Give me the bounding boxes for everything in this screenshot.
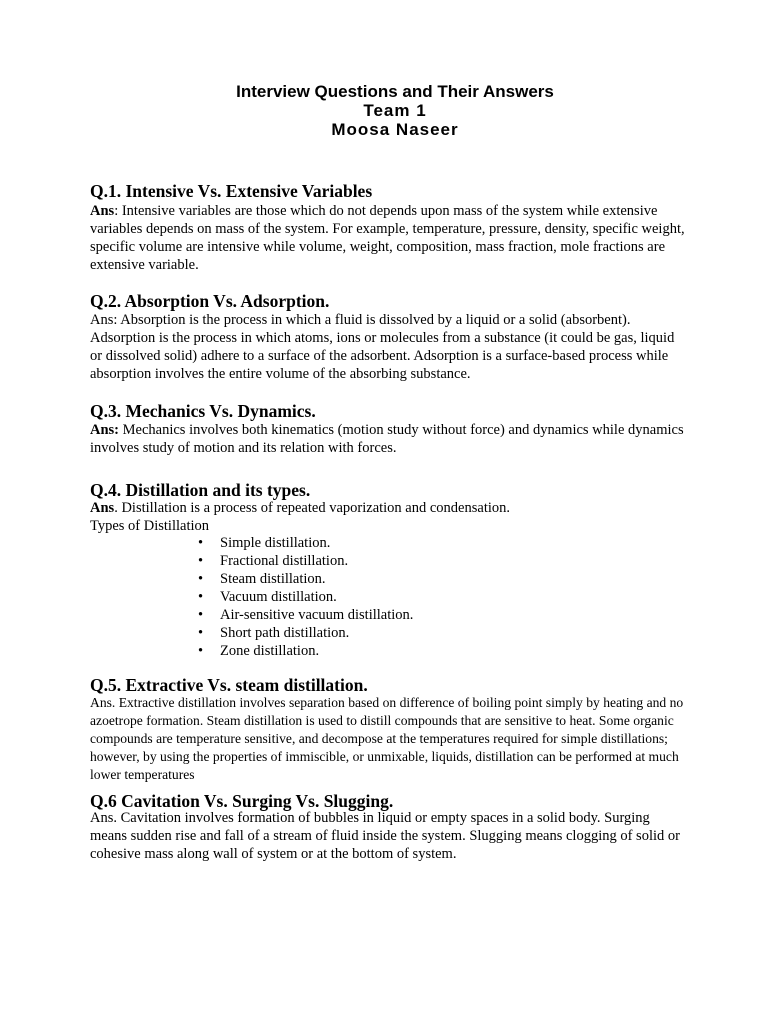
question-1-title: Q.1. Intensive Vs. Extensive Variables: [90, 181, 373, 201]
list-item: • Zone distillation.: [198, 642, 413, 660]
answer-4: [90, 499, 510, 517]
distillation-types-label: Types of Distillation: [90, 518, 210, 534]
team-label: Team 1: [363, 101, 427, 120]
question-3-title: Q.3. Mechanics Vs. Dynamics.: [90, 401, 316, 421]
answer-5-text: Ans. Extractive distillation involves separation based on difference of boiling point simply by heating and no azoetrope formation. Steam distillation is used to distill compounds that are sensitive to heat. Some organic compounds are temperature sensitive, and decompose at the temperatures required for simple distillations; however, by using the properties of immiscible, or unmixable, liquids, distillation can be performed at much lower temperatures: [90, 695, 684, 782]
document-header: [0, 82, 768, 139]
question-6-title: Q.6 Cavitation Vs. Surging Vs. Slugging.: [90, 791, 394, 811]
answer-4-text: . Distillation is a process of repeated vaporization and condensation.: [114, 500, 510, 516]
question-5-title: Q.5. Extractive Vs. steam distillation.: [90, 675, 368, 695]
answer-1-text: : Intensive variables are those which do not depends upon mass of the system while extensive variables depends on mass of the system. For example, temperature, pressure, density, specific weight, specific volume are intensive while volume, weight, composition, mass fraction, mole fractions are extensive variable.: [90, 203, 685, 273]
answer-2-text: Ans: Absorption is the process in which a fluid is dissolved by a liquid or a solid (absorbent). Adsorption is the process in which atoms, ions or molecules from a substance (it could be gas, liquid or dissolved solid) adhere to a surface of the adsorbent. Adsorption is a surface-based process while absorption involves the entire volume of the absorbing substance.: [90, 312, 675, 382]
list-item: • Simple distillation.: [198, 534, 413, 552]
answer-1: [90, 202, 690, 274]
document-title: Interview Questions and Their Answers: [236, 82, 554, 101]
answer-6-text: Ans. Cavitation involves formation of bubbles in liquid or empty spaces in a solid body. Surging means sudden rise and fall of a stream of fluid inside the system. Slugging means clogging of solid or cohesive mass along wall of system or at the bottom of system.: [90, 810, 680, 862]
question-2-title: Q.2. Absorption Vs. Adsorption.: [90, 291, 330, 311]
distillation-types-list: [198, 534, 413, 660]
answer-4-label: Ans: [90, 500, 115, 516]
list-item: • Steam distillation.: [198, 570, 413, 588]
answer-3: [90, 421, 690, 457]
list-item: • Air-sensitive vacuum distillation.: [198, 606, 413, 624]
answer-3-text: Mechanics involves both kinematics (motion study without force) and dynamics while dynamics involves study of motion and its relation with forces.: [90, 422, 684, 456]
author-name: Moosa Naseer: [331, 120, 459, 139]
answer-1-label: Ans: [90, 203, 115, 219]
list-item: • Fractional distillation.: [198, 552, 413, 570]
answer-3-label: Ans:: [90, 422, 120, 438]
question-4-title: Q.4. Distillation and its types.: [90, 480, 311, 500]
list-item: • Vacuum distillation.: [198, 588, 413, 606]
list-item: • Short path distillation.: [198, 624, 413, 642]
